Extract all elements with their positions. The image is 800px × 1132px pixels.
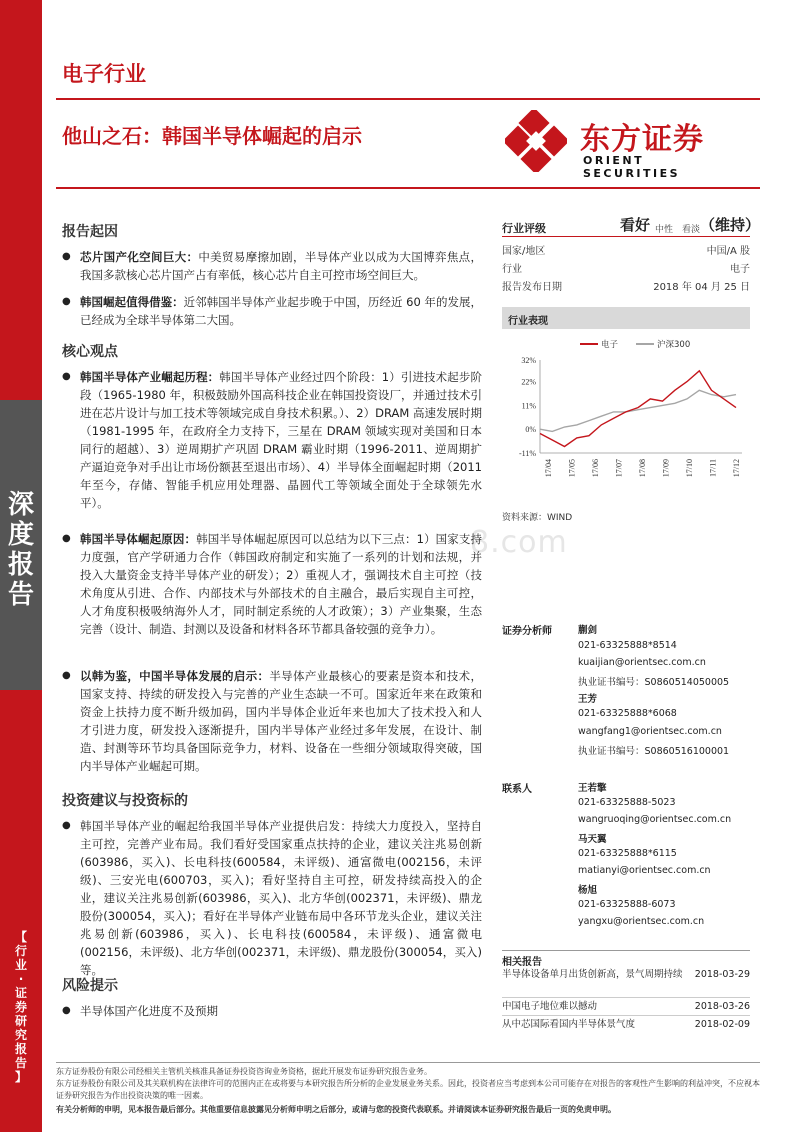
- logo-mark-icon: [505, 110, 567, 172]
- x-tick-label: 17/12: [732, 459, 741, 478]
- footer-line: 东方证券股份有限公司经相关主管机关核准具备证券投资咨询业务资格，据此开展发布证券研究报告业务。: [56, 1067, 432, 1076]
- related-divider: [502, 950, 750, 951]
- sidebar-char: 行: [14, 944, 27, 958]
- contact-name: 王若擎: [578, 783, 607, 794]
- x-tick-label: 17/06: [591, 459, 600, 478]
- contact-phone: 021-63325888-5023: [578, 797, 676, 808]
- analyst-phone: 021-63325888*8514: [578, 640, 677, 651]
- info-value: 中国/A 股: [706, 246, 750, 257]
- bullet-item: [62, 293, 482, 329]
- info-row: [502, 260, 750, 275]
- info-value: 电子: [730, 264, 750, 275]
- header-divider: [56, 98, 760, 100]
- info-row: [502, 278, 750, 293]
- bullet-lead: 以韩为鉴，中国半导体发展的启示：: [80, 669, 270, 683]
- bullet-item: [62, 248, 482, 284]
- sidebar-char: 度: [7, 520, 34, 550]
- section-title-core: 核心观点: [62, 344, 118, 360]
- bullet-text: 韩国半导体产业的崛起给我国半导体产业提供启发：持续大力度投入，坚持自主可控，完善产业布局。我们看好受国家重点扶持的企业，建议关注兆易创新(603986，买入)、长电科技(600584，未评级)、通富微电(002156，未评级)、三安光电(600703，买入)；看好坚持自主可控，研发持续高投入的企业，建议关注兆易创新(603986，买入)、北方华创(002371，未评级)、鼎龙股份(300054，买入)；看好在半导体产业链布局中各环节龙头企业，建议关注兆易创新(603986，买入)、长电科技(600584，未评级)、通富微电(002156，未评级)、北方华创(002371，未评级)、鼎龙股份(300054，买入)等。: [80, 819, 482, 977]
- analyst-name: 王芳: [578, 694, 598, 705]
- sidebar-char: 告: [14, 1056, 27, 1070]
- section-title-reason: 报告起因: [62, 224, 118, 240]
- y-tick-label: 22%: [521, 377, 536, 387]
- x-tick-label: 17/11: [708, 459, 718, 477]
- sidebar-char: 券: [14, 1000, 27, 1014]
- related-report-date: 2018-03-26: [694, 1001, 750, 1012]
- related-row-divider: [502, 997, 750, 998]
- section-title-risk: 风险提示: [62, 978, 118, 994]
- bullet-lead: 韩国半导体崛起原因：: [80, 532, 197, 546]
- info-row: [502, 242, 750, 257]
- y-tick-label: 0%: [525, 425, 536, 435]
- analyst-email[interactable]: wangfang1@orientsec.com.cn: [578, 726, 722, 737]
- sidebar-char: 深: [7, 490, 34, 520]
- related-heading: 相关报告: [502, 957, 542, 968]
- analyst-email[interactable]: kuaijian@orientsec.com.cn: [578, 657, 706, 668]
- x-tick-label: 17/09: [661, 459, 671, 478]
- report-title: 他山之石：韩国半导体崛起的启示: [62, 124, 362, 148]
- related-report[interactable]: [502, 1018, 750, 1032]
- sidebar-char: 报: [7, 550, 34, 580]
- sidebar-report-type: [0, 490, 42, 610]
- bullet-item: [62, 817, 482, 979]
- related-report-title[interactable]: 中国电子地位难以撼动: [502, 1001, 598, 1012]
- x-tick-label: 17/08: [638, 459, 647, 478]
- company-logo: [505, 110, 745, 180]
- bullet-dot-icon: ●: [62, 251, 71, 262]
- rating-options: 中性 看淡: [655, 225, 701, 235]
- bullet-text: 韩国半导体产业经过四个阶段：1）引进技术起步阶段（1965-1980 年，积极鼓励外国高科技企业在韩国投资设厂，并通过技术引进在芯片设计与加工技术等领域完成自身技术积累。）、2）DRAM 高速发展时期（1981-1995 年，在政府全力支持下，三星在 DRAM 领域实现对美国和日本同行的超越）、3）逆周期扩产巩固 DRAM 霸业时期（1996-2011、逆周期扩产逼迫竞争对手出让市场份额甚至退出市场）、4）半导体全面崛起时期（2011 年至今，存储、智能手机应用处理器、晶圆代工等领域全面处于全球领先水平）。: [80, 370, 482, 510]
- bullet-item: [62, 368, 482, 512]
- info-value: 2018 年 04 月 25 日: [653, 282, 750, 293]
- bullet-text: 中美贸易摩擦加剧，半导体产业以成为大国博弈焦点，我国多款核心芯片国产占有率低，核心芯片自主可控市场空间巨大。: [80, 250, 483, 282]
- performance-title: 行业表现: [508, 316, 548, 327]
- contact-name: 杨旭: [578, 885, 598, 896]
- contact-email[interactable]: wangruoqing@orientsec.com.cn: [578, 814, 732, 825]
- sidebar-char: 报: [14, 1042, 27, 1056]
- bullet-dot-icon: ●: [62, 670, 71, 681]
- x-tick-label: 17/04: [544, 459, 553, 478]
- bullet-dot-icon: ●: [62, 371, 71, 382]
- performance-chart: [502, 335, 750, 515]
- sidebar-char: 【: [14, 930, 27, 944]
- title-divider: [56, 187, 760, 189]
- y-tick-label: -11%: [518, 449, 536, 458]
- series-line: [540, 390, 736, 431]
- section-title-invest: 投资建议与投资标的: [62, 793, 188, 809]
- sidebar-char: 告: [7, 580, 34, 610]
- bullet-item: [62, 1002, 482, 1020]
- related-report-title[interactable]: 从中芯国际看国内半导体景气度: [502, 1019, 636, 1030]
- bullet-lead: 芯片国产化空间巨大：: [80, 250, 199, 264]
- related-report-date: 2018-03-29: [694, 969, 750, 980]
- sidebar-char: 证: [14, 986, 27, 1000]
- chart-source: 资料来源：WIND: [502, 513, 573, 523]
- legend-label: 沪深300: [657, 340, 691, 350]
- bullet-dot-icon: ●: [62, 296, 71, 307]
- contact-phone: 021-63325888-6073: [578, 899, 676, 910]
- related-row-divider: [502, 1015, 750, 1016]
- related-report-title[interactable]: 半导体设备单月出货创新高，景气周期持续: [502, 969, 683, 980]
- sidebar: [0, 0, 42, 1132]
- rating-label: 行业评级: [502, 222, 546, 235]
- analyst-cert: 执业证书编号：S0860516100001: [578, 746, 730, 757]
- sidebar-char: ·: [18, 972, 24, 986]
- info-key: 国家/地区: [502, 246, 546, 257]
- related-report[interactable]: [502, 1000, 750, 1014]
- analyst-name: 蒯剑: [578, 625, 598, 636]
- analyst-cert: 执业证书编号：S0860514050005: [578, 677, 730, 688]
- logo-text-en: ORIENT SECURITIES: [583, 154, 681, 180]
- footer-divider: [56, 1062, 760, 1063]
- x-tick-label: 17/05: [567, 459, 577, 478]
- bullet-dot-icon: ●: [62, 1005, 71, 1016]
- bullet-text: 半导体产业最核心的要素是资本和技术，国家支持、持续的研发投入与完善的产业生态缺一不可。国家近年来在政策和资金上扶持力度不断升级加码，国内半导体企业近年来也加大了技术投入和人才引进力度，研发投入逐渐提升，国内半导体产业经过多年发展，在设计、制造、封测等环节均具备国际竞争力，材料、设备在一些细分领域取得突破，国内半导体产业崛起可期。: [80, 669, 483, 773]
- industry-label: 电子行业: [62, 62, 146, 86]
- info-key: 报告发布日期: [502, 282, 562, 293]
- y-tick-label: 32%: [521, 356, 536, 365]
- logo-text-cn: 东方证券: [580, 122, 704, 157]
- sidebar-char: 究: [14, 1028, 27, 1042]
- contact-phone: 021-63325888*6115: [578, 848, 677, 859]
- related-report[interactable]: [502, 968, 750, 982]
- watermark: 8.com: [470, 525, 568, 560]
- contact-name: 马天翼: [578, 834, 607, 845]
- y-tick-label: 11%: [521, 401, 536, 411]
- series-line: [540, 371, 736, 447]
- bullet-item: [62, 530, 482, 638]
- bullet-text: 半导体国产化进度不及预期: [80, 1004, 218, 1018]
- bullet-dot-icon: ●: [62, 533, 71, 544]
- footer-line: 东方证券股份有限公司及其关联机构在法律许可的范围内正在或将要与本研究报告所分析的企业发展业务关系。因此，投资者应当考虑到本公司可能存在对报告的客观性产生影响的利益冲突，不应视本证券研究报告为作出投资决策的唯一因素。: [56, 1079, 760, 1100]
- bullet-item: [62, 667, 482, 775]
- sidebar-char: 研: [14, 1014, 27, 1028]
- sidebar-char: 业: [14, 958, 27, 972]
- rating-value: 看好: [620, 216, 651, 234]
- contact-heading: 联系人: [502, 784, 532, 795]
- x-tick-label: 17/10: [685, 459, 694, 478]
- rating-divider: [502, 236, 750, 237]
- x-tick-label: 17/07: [614, 459, 624, 478]
- analyst-phone: 021-63325888*6068: [578, 708, 677, 719]
- rating-hold: （维持）: [700, 216, 761, 234]
- sidebar-red-top: [0, 0, 42, 400]
- contact-email[interactable]: matianyi@orientsec.com.cn: [578, 865, 711, 876]
- bullet-lead: 韩国崛起值得借鉴：: [80, 295, 184, 309]
- sidebar-report-category: [0, 930, 42, 1084]
- bullet-text: 韩国半导体崛起原因可以总结为以下三点：1）国家支持力度强，官产学研通力合作（韩国政府制定和实施了一系列的计划和法规，并投入大量资金支持半导体产业的研发）；2）重视人才，强调技术自主可控（技术角度从引进、合作、内部技术与外部技术的自主融合，最后实现自主可控，人才角度积极吸纳海外人才，同时制定系统的人才政策）；3）产业集聚，生态完善（设计、制造、封测以及设备和材料各环节都具备较强的竞争力）。: [80, 532, 482, 636]
- bullet-text: 近邻韩国半导体产业起步晚于中国，历经近 60 年的发展，已经成为全球半导体第二大国。: [80, 295, 482, 327]
- legend-label: 电子: [601, 340, 619, 350]
- analyst-heading: 证券分析师: [502, 626, 552, 637]
- related-report-date: 2018-02-09: [694, 1019, 750, 1030]
- bullet-dot-icon: ●: [62, 820, 71, 831]
- bullet-lead: 韩国半导体产业崛起历程：: [80, 370, 220, 384]
- footer-disclaimer: 有关分析师的申明，见本报告最后部分。其他重要信息披露见分析师申明之后部分，或请与您的投资代表联系。并请阅读本证券研究报告最后一页的免责申明。: [56, 1105, 616, 1114]
- contact-email[interactable]: yangxu@orientsec.com.cn: [578, 916, 705, 927]
- info-key: 行业: [502, 264, 522, 275]
- sidebar-char: 】: [14, 1070, 27, 1084]
